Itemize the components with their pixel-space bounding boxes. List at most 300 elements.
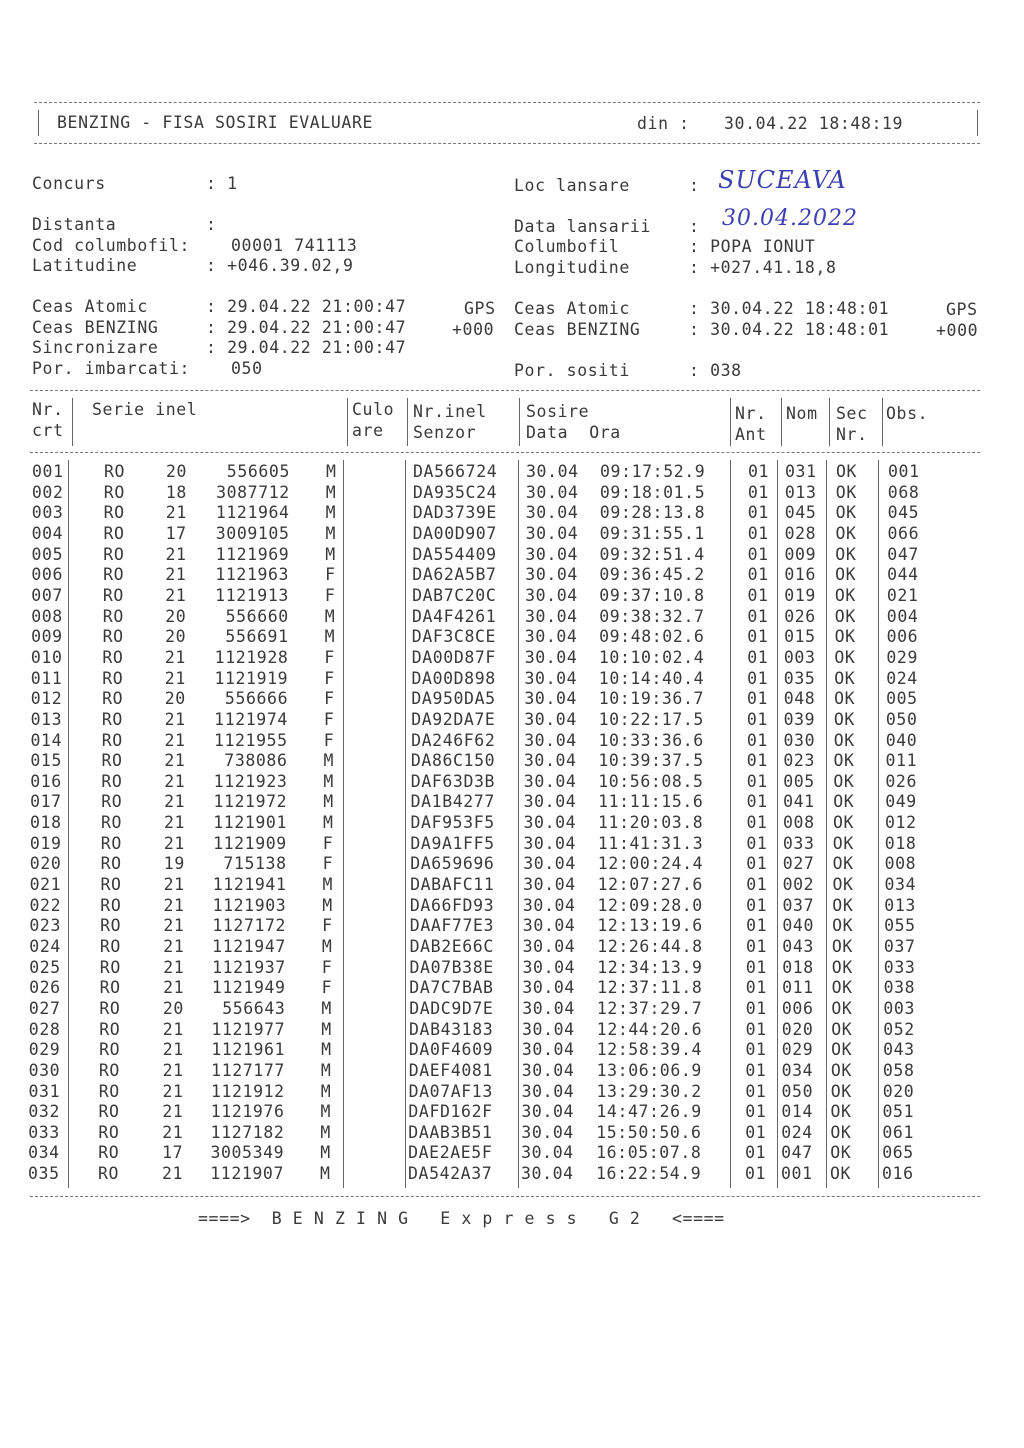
cell-obs: 003 (883, 998, 915, 1018)
cell-antenna: 01 (748, 462, 770, 481)
cell-obs: 049 (885, 792, 917, 812)
cell-country: RO (100, 895, 122, 915)
cell-sex: F (323, 709, 335, 729)
cell-antenna: 01 (747, 647, 769, 667)
cell-arrival-date: 30.04 (524, 689, 578, 709)
cell-arrival-time: 09:38:32.7 (599, 606, 705, 626)
cell-nom: 024 (781, 1122, 813, 1142)
cell-year: 20 (166, 462, 188, 481)
cell-sec: OK (833, 813, 855, 832)
cell-sex: F (322, 916, 333, 936)
data-lansarii-handwritten: 30.04.2022 (722, 206, 858, 231)
cell-year: 21 (164, 751, 186, 771)
cell-antenna: 01 (746, 916, 768, 936)
cell-sex: F (321, 957, 333, 977)
cell-year: 21 (162, 1081, 184, 1101)
cell-arrival-time: 09:36:45.2 (599, 565, 705, 585)
cell-obs: 034 (884, 875, 917, 894)
cell-sec: OK (833, 792, 855, 812)
col-sep (730, 398, 731, 446)
cell-year: 21 (164, 813, 186, 832)
cell-sec: OK (833, 751, 855, 771)
cell-sec: OK (830, 1143, 852, 1163)
cell-ring-number: 715138 (223, 854, 287, 874)
cell-country: RO (103, 544, 125, 564)
cell-antenna: 01 (745, 978, 767, 998)
th-sosire-2: Data Ora (526, 423, 621, 442)
cell-arrival-time: 10:56:08.5 (598, 771, 704, 791)
cell-sex: M (320, 1164, 331, 1184)
cell-nr-crt: 019 (29, 833, 62, 853)
porumbei-imbarcati-value: 050 (231, 359, 263, 378)
cell-arrival-date: 30.04 (525, 606, 578, 626)
cell-country: RO (100, 854, 122, 874)
cell-nom: 016 (784, 565, 816, 585)
th-sec-2: Nr. (836, 425, 868, 444)
cell-country: RO (99, 978, 121, 998)
cell-antenna: 01 (745, 1143, 767, 1163)
cell-ring-number: 1127177 (211, 1060, 285, 1080)
cell-ring-number: 738086 (224, 751, 288, 771)
th-culoare-1: Culo (352, 400, 395, 419)
th-culoare-2: are (352, 421, 384, 440)
cell-antenna: 01 (745, 1040, 767, 1060)
cell-antenna: 01 (745, 998, 767, 1018)
cell-nr-crt: 009 (31, 627, 63, 647)
cell-nom: 043 (782, 937, 814, 956)
cell-arrival-date: 30.04 (523, 813, 577, 832)
cell-arrival-date: 30.04 (523, 854, 576, 874)
cell-arrival-time: 12:37:11.8 (597, 978, 703, 998)
cell-sensor-ring: DABAFC11 (410, 875, 495, 894)
cell-country: RO (102, 668, 124, 688)
cell-year: 21 (163, 895, 185, 915)
cell-antenna: 01 (745, 1081, 767, 1101)
cell-arrival-time: 14:47:26.9 (596, 1102, 702, 1122)
cell-ring-number: 1121947 (212, 937, 286, 956)
cell-sensor-ring: DAAF77E3 (409, 916, 495, 936)
cell-ring-number: 556605 (226, 462, 290, 481)
cell-sec: OK (833, 709, 855, 729)
cell-obs: 058 (882, 1060, 915, 1080)
columbofil-label: Columbofil (514, 237, 620, 256)
cell-country: RO (100, 916, 122, 936)
cell-year: 21 (163, 978, 185, 998)
cell-obs: 066 (887, 524, 920, 543)
cell-obs: 013 (884, 895, 916, 915)
cell-year: 21 (164, 647, 186, 667)
cell-nom: 011 (782, 978, 814, 998)
cell-nr-crt: 015 (30, 751, 62, 771)
cell-sec: OK (834, 606, 856, 626)
cell-sensor-ring: DA554409 (412, 544, 497, 564)
cell-sensor-ring: DAF3C8CE (411, 627, 497, 647)
cell-obs: 065 (882, 1143, 914, 1163)
cell-obs: 061 (882, 1122, 914, 1142)
columbofil-value: : POPA IONUT (689, 237, 816, 256)
cell-arrival-time: 10:19:36.7 (598, 689, 705, 709)
cell-nr-crt: 016 (30, 771, 62, 791)
cell-nom: 041 (783, 792, 815, 812)
cell-ring-number: 1121964 (215, 503, 290, 523)
cell-nom: 019 (784, 585, 816, 605)
cell-year: 21 (162, 1040, 184, 1060)
right-ceas-atomic-label: Ceas Atomic (514, 299, 630, 318)
cell-country: RO (103, 482, 125, 502)
cell-arrival-time: 09:37:10.8 (599, 585, 705, 605)
cell-arrival-date: 30.04 (522, 937, 576, 956)
cell-arrival-time: 13:06:06.9 (596, 1060, 702, 1080)
cell-sex: F (324, 689, 335, 709)
cell-country: RO (104, 462, 126, 481)
th-serie-inel: Serie inel (92, 400, 198, 419)
cell-country: RO (102, 606, 124, 626)
table-bottom-rule (30, 1196, 980, 1197)
cell-country: RO (101, 771, 123, 791)
table-header-rule (30, 452, 980, 453)
cell-obs: 012 (885, 813, 917, 832)
cell-nr-crt: 031 (28, 1081, 61, 1101)
cell-nr-crt: 005 (31, 544, 64, 564)
cell-sec: OK (835, 482, 857, 502)
cell-country: RO (103, 565, 125, 585)
cell-country: RO (99, 998, 121, 1018)
cell-ring-number: 1121913 (215, 585, 289, 605)
cell-ring-number: 1121974 (214, 709, 288, 729)
cell-sensor-ring: DA00D87F (411, 647, 496, 667)
cell-ring-number: 1127182 (210, 1122, 285, 1142)
cell-year: 20 (162, 998, 184, 1018)
cell-arrival-date: 30.04 (522, 998, 575, 1018)
cell-arrival-time: 09:18:01.5 (599, 482, 706, 502)
cell-sensor-ring: DA566724 (413, 462, 498, 481)
cell-country: RO (98, 1164, 120, 1184)
cell-ring-number: 1127172 (212, 916, 287, 936)
cell-obs: 001 (888, 462, 920, 481)
cell-arrival-time: 12:00:24.4 (597, 854, 704, 874)
cell-country: RO (101, 709, 123, 729)
cell-sensor-ring: DA1B4277 (410, 792, 495, 812)
cell-arrival-date: 30.04 (524, 730, 577, 750)
cell-sex: F (321, 978, 333, 998)
cell-year: 21 (162, 1164, 184, 1184)
header-bottom-rule (34, 143, 980, 144)
cell-nom: 005 (783, 771, 815, 791)
th-nr-crt-1: Nr. (32, 400, 64, 419)
cell-nom: 009 (784, 544, 817, 564)
cell-sex: M (321, 1040, 332, 1060)
cell-sec: OK (831, 998, 853, 1018)
cell-obs: 044 (887, 565, 919, 585)
cell-antenna: 01 (746, 792, 768, 812)
cell-sec: OK (830, 1164, 852, 1184)
cell-sex: M (320, 1143, 331, 1163)
ceas-benzing-label: Ceas BENZING (32, 318, 159, 337)
cell-nom: 014 (781, 1102, 813, 1122)
cell-obs: 051 (882, 1102, 915, 1122)
cell-nom: 047 (781, 1143, 813, 1163)
cell-arrival-date: 30.04 (525, 524, 579, 543)
cell-sec: OK (834, 647, 856, 667)
cell-sensor-ring: DAB2E66C (409, 937, 494, 956)
footer-banner: ====> B E N Z I N G E x p r e s s G 2 <==== (198, 1209, 725, 1228)
cell-sensor-ring: DAE2AE5F (408, 1143, 493, 1163)
cell-arrival-time: 09:48:02.6 (599, 627, 705, 647)
cell-year: 21 (164, 792, 186, 812)
cell-antenna: 01 (747, 689, 769, 709)
cell-ring-number: 1121907 (210, 1164, 284, 1184)
th-nr-inel-1: Nr.inel (413, 402, 487, 421)
cell-antenna: 01 (746, 895, 768, 915)
porumbei-sositi-label: Por. sositi (514, 361, 630, 380)
cell-arrival-date: 30.04 (522, 957, 576, 977)
cell-year: 21 (163, 957, 185, 977)
cell-sec: OK (831, 937, 853, 956)
cell-arrival-date: 30.04 (524, 668, 578, 688)
cell-arrival-date: 30.04 (523, 833, 577, 853)
cell-arrival-time: 09:31:55.1 (599, 524, 705, 543)
cell-obs: 008 (884, 854, 917, 874)
cell-sex: M (325, 524, 337, 543)
cell-sec: OK (831, 1040, 853, 1060)
col-sep (781, 398, 782, 446)
longitudine-label: Longitudine (514, 258, 630, 277)
cell-country: RO (101, 813, 123, 832)
cell-sex: M (322, 875, 334, 894)
col-sep (405, 460, 406, 1188)
sincronizare-value: : 29.04.22 21:00:47 (206, 338, 407, 357)
cell-year: 21 (163, 875, 185, 894)
cell-nr-crt: 021 (29, 875, 62, 894)
cell-sex: F (324, 585, 336, 605)
cell-sex: M (325, 544, 336, 564)
cell-arrival-time: 12:09:28.0 (597, 895, 703, 915)
cell-antenna: 01 (747, 627, 769, 647)
cell-sec: OK (830, 1102, 852, 1122)
cell-obs: 004 (886, 606, 919, 626)
cell-nr-crt: 028 (28, 1019, 61, 1039)
cell-nom: 013 (784, 482, 817, 502)
cell-sec: OK (834, 689, 856, 709)
cell-obs: 020 (882, 1081, 915, 1101)
cell-sec: OK (833, 771, 855, 791)
cell-arrival-date: 30.04 (523, 751, 577, 771)
cell-sex: F (324, 668, 335, 688)
data-lansarii-label: Data lansarii (514, 217, 651, 236)
ceas-benzing-value: : 29.04.22 21:00:47 (206, 318, 407, 337)
cell-antenna: 01 (745, 1060, 767, 1080)
cell-arrival-date: 30.04 (521, 1102, 575, 1122)
cell-ring-number: 556660 (225, 606, 289, 626)
cell-arrival-date: 30.04 (522, 1019, 575, 1039)
cell-arrival-time: 12:13:19.6 (597, 916, 703, 936)
cell-sex: M (324, 606, 336, 626)
cell-ring-number: 556691 (225, 627, 289, 647)
cell-arrival-time: 12:58:39.4 (596, 1040, 703, 1060)
table-top-rule (30, 390, 980, 391)
cell-nom: 023 (783, 751, 815, 771)
cell-year: 21 (162, 1102, 184, 1122)
cell-nr-crt: 012 (30, 689, 63, 709)
cell-antenna: 01 (746, 730, 768, 750)
cell-sensor-ring: DADC9D7E (409, 998, 494, 1018)
cell-nom: 026 (784, 606, 816, 626)
cell-arrival-date: 30.04 (525, 585, 578, 605)
cell-nr-crt: 004 (31, 524, 64, 543)
cell-sensor-ring: DA07AF13 (408, 1081, 493, 1101)
report-title: BENZING - FISA SOSIRI EVALUARE (57, 113, 374, 132)
cell-obs: 018 (884, 833, 917, 853)
cell-nr-crt: 026 (29, 978, 61, 998)
th-sec-1: Sec (836, 404, 868, 423)
cell-sensor-ring: DAB7C20C (412, 585, 497, 605)
th-nr-inel-2: Senzor (413, 423, 477, 442)
ceas-atomic-value: : 29.04.22 21:00:47 (206, 297, 407, 316)
cell-sec: OK (831, 957, 853, 977)
col-sep (347, 398, 348, 446)
cell-year: 17 (162, 1143, 184, 1163)
cell-sex: M (323, 792, 334, 812)
cell-sensor-ring: DA07B38E (409, 957, 494, 977)
cell-sex: M (321, 998, 332, 1018)
cell-country: RO (99, 1040, 121, 1060)
cell-nom: 020 (781, 1019, 814, 1039)
cell-antenna: 01 (747, 544, 769, 564)
cell-sex: M (320, 1060, 332, 1080)
cell-sex: M (323, 751, 335, 771)
cell-arrival-date: 30.04 (522, 895, 576, 915)
cell-sec: OK (834, 668, 856, 688)
cell-ring-number: 556643 (222, 998, 286, 1018)
distanta-value: : (206, 215, 217, 234)
cell-nom: 035 (783, 668, 816, 688)
cell-sensor-ring: DA542A37 (408, 1164, 493, 1184)
cell-arrival-date: 30.04 (523, 875, 576, 894)
cell-antenna: 01 (747, 606, 769, 626)
header-left-edge (38, 110, 39, 136)
cell-arrival-time: 12:44:20.6 (596, 1019, 703, 1039)
cell-ring-number: 3087712 (216, 482, 290, 502)
cell-sensor-ring: DAB43183 (409, 1019, 494, 1039)
latitudine-label: Latitudine (32, 256, 138, 275)
porumbei-imbarcati-label: Por. imbarcati: (32, 359, 191, 378)
cell-year: 21 (164, 730, 186, 750)
cell-sec: OK (832, 895, 854, 915)
cell-sex: F (322, 833, 334, 853)
col-sep (882, 398, 883, 446)
cell-sex: M (325, 482, 337, 502)
report-datetime: 30.04.22 18:48:19 (724, 114, 904, 133)
loc-lansare-handwritten: SUCEAVA (718, 166, 847, 194)
cell-sensor-ring: DA4F4261 (412, 606, 497, 626)
cell-nr-crt: 033 (28, 1122, 60, 1142)
cell-obs: 005 (886, 689, 918, 709)
cell-antenna: 01 (747, 482, 769, 502)
cell-country: RO (102, 585, 124, 605)
cell-obs: 038 (883, 978, 916, 998)
cell-arrival-date: 30.04 (523, 771, 577, 791)
distanta-label: Distanta (32, 215, 117, 234)
ceas-atomic-label: Ceas Atomic (32, 297, 148, 316)
right-ceas-benzing-label: Ceas BENZING (514, 320, 641, 339)
cell-nom: 039 (783, 709, 816, 729)
cell-year: 21 (163, 833, 185, 853)
cell-nr-crt: 018 (30, 813, 62, 832)
ceas-benzing-offset: +000 (452, 320, 495, 339)
right-ceas-atomic-value: : 30.04.22 18:48:01 (689, 299, 890, 318)
cell-nom: 030 (783, 730, 816, 750)
cell-arrival-date: 30.04 (526, 462, 579, 481)
cell-sensor-ring: DAFD162F (408, 1102, 493, 1122)
cell-sensor-ring: DAEF4081 (408, 1060, 493, 1080)
data-lansarii-sep: : (689, 217, 700, 236)
concurs-label: Concurs (32, 174, 106, 193)
cell-sensor-ring: DA935C24 (412, 482, 498, 502)
cell-nr-crt: 002 (31, 482, 64, 502)
cell-arrival-date: 30.04 (525, 565, 578, 585)
cell-arrival-time: 10:22:17.5 (598, 709, 704, 729)
cell-year: 20 (164, 689, 186, 709)
col-sep (730, 460, 731, 1188)
cell-sex: F (325, 565, 336, 585)
col-sep (829, 398, 830, 446)
col-sep (72, 398, 73, 446)
cell-sensor-ring: DA659696 (410, 854, 495, 874)
cell-nr-crt: 020 (29, 854, 62, 874)
th-nr-crt-2: crt (32, 421, 64, 440)
cell-obs: 050 (885, 709, 918, 729)
cell-country: RO (98, 1060, 120, 1080)
cell-nom: 033 (782, 833, 815, 853)
cell-ring-number: 1121949 (211, 978, 286, 998)
cell-year: 21 (164, 668, 186, 688)
cell-year: 19 (163, 854, 185, 874)
cell-antenna: 01 (747, 668, 769, 688)
cell-sec: OK (832, 875, 854, 894)
cell-nom: 002 (782, 875, 815, 894)
cell-antenna: 01 (747, 503, 769, 523)
cell-arrival-date: 30.04 (521, 1081, 575, 1101)
cell-antenna: 01 (747, 565, 769, 585)
col-sep (777, 460, 778, 1188)
cell-country: RO (101, 751, 123, 771)
cell-sensor-ring: DA00D898 (411, 668, 496, 688)
cell-nom: 003 (783, 647, 816, 667)
cell-ring-number: 1121928 (214, 647, 289, 667)
cell-nom: 048 (783, 689, 816, 709)
cell-antenna: 01 (745, 1122, 767, 1142)
cell-nom: 050 (781, 1081, 814, 1101)
cell-sensor-ring: DAAB3B51 (408, 1122, 493, 1142)
cell-nr-crt: 024 (29, 937, 61, 956)
cell-nr-crt: 006 (31, 565, 63, 585)
col-sep (68, 460, 69, 1188)
cell-nom: 045 (784, 503, 817, 523)
cell-arrival-time: 12:07:27.6 (597, 875, 703, 894)
cell-arrival-time: 12:37:29.7 (596, 998, 703, 1018)
cell-sensor-ring: DA7C7BAB (409, 978, 494, 998)
cell-nr-crt: 007 (31, 585, 63, 605)
cell-country: RO (98, 1102, 120, 1122)
cell-year: 20 (165, 627, 187, 647)
cell-year: 21 (164, 771, 186, 791)
cell-year: 21 (165, 503, 187, 523)
cell-sec: OK (832, 916, 854, 936)
cell-nr-crt: 001 (32, 462, 64, 481)
cell-obs: 037 (883, 937, 916, 956)
cell-sec: OK (836, 462, 858, 481)
cell-sex: M (320, 1102, 332, 1122)
